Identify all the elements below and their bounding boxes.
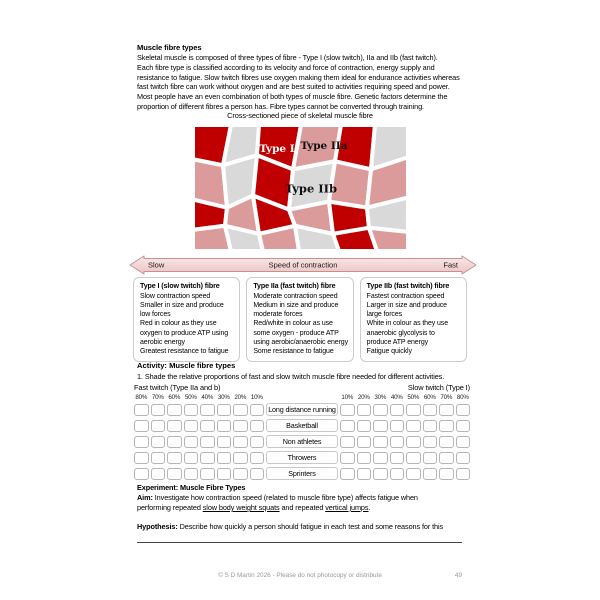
shade-cell[interactable]: [423, 436, 438, 448]
shade-cell[interactable]: [439, 436, 454, 448]
percent-label: 20%: [357, 394, 370, 401]
box-line: large forces: [366, 311, 403, 319]
intro-text-line: proportion of different fibres a person has. Fibre types cannot be converted through training.: [137, 101, 424, 111]
activity-row: [134, 451, 470, 464]
shade-cell[interactable]: [134, 436, 149, 448]
box-line: Larger in size and produce: [366, 301, 447, 309]
shade-cell[interactable]: [340, 468, 355, 480]
speed-of-contraction-label: Speed of contraction: [268, 260, 338, 270]
percent-label: 60%: [168, 394, 181, 401]
shade-cell[interactable]: [456, 468, 471, 480]
box-line: Greatest resistance to fatigue: [140, 348, 229, 356]
shade-cell[interactable]: [233, 404, 248, 416]
shade-cell[interactable]: [423, 468, 438, 480]
type-i-box: [133, 277, 240, 362]
shade-cell[interactable]: [200, 452, 215, 464]
box-line: White in colour as they use: [366, 320, 448, 328]
shade-cell[interactable]: [217, 436, 232, 448]
intro-text-line: Most people have an even combination of both types of muscle fibre. Genetic factors determine the: [137, 92, 448, 102]
shade-cell[interactable]: [167, 436, 182, 448]
shade-cell[interactable]: [151, 404, 166, 416]
shade-cell[interactable]: [423, 452, 438, 464]
shade-cell[interactable]: [373, 468, 388, 480]
shade-cell[interactable]: [250, 468, 265, 480]
percent-label: 80%: [456, 394, 469, 401]
shade-cell[interactable]: [184, 420, 199, 432]
shade-cell[interactable]: [151, 452, 166, 464]
percent-label: 70%: [440, 394, 453, 401]
slow-label: Slow: [148, 260, 165, 270]
shade-cell[interactable]: [456, 436, 471, 448]
shade-cell[interactable]: [423, 404, 438, 416]
shade-cell[interactable]: [390, 436, 405, 448]
aim-text: and repeated: [279, 503, 326, 512]
shade-cell[interactable]: [340, 436, 355, 448]
type-iib-label: Type IIb: [284, 181, 338, 196]
shade-cell[interactable]: [406, 420, 421, 432]
shade-cell[interactable]: [200, 404, 215, 416]
aim-line-1: [137, 493, 477, 503]
box-line: low forces: [140, 311, 171, 319]
shade-cell[interactable]: [217, 420, 232, 432]
shade-cell[interactable]: [373, 404, 388, 416]
percent-label: 30%: [374, 394, 387, 401]
speed-of-contraction-arrow: [128, 254, 478, 276]
box-line: Red in colour as they use: [140, 320, 217, 328]
shade-cell[interactable]: [357, 404, 372, 416]
shade-cell[interactable]: [250, 436, 265, 448]
shade-cell[interactable]: [167, 468, 182, 480]
hypothesis-label: Hypothesis:: [137, 522, 178, 531]
shade-cell[interactable]: [167, 452, 182, 464]
fast-twitch-label: Fast twitch (Type IIa and b): [134, 383, 221, 392]
shade-cell[interactable]: [340, 420, 355, 432]
hypothesis-line: [137, 522, 477, 532]
shade-cell[interactable]: [390, 420, 405, 432]
intro-text-line: Each fibre type is classified according to its velocity and force of contraction, energy supply and: [137, 62, 435, 72]
shade-cell[interactable]: [134, 468, 149, 480]
box-title: Type IIb (fast twitch) fibre: [366, 282, 450, 290]
shade-cell[interactable]: [456, 404, 471, 416]
shade-cell[interactable]: [340, 452, 355, 464]
aim-text: Investigate how contraction speed (related to muscle fibre type) affects fatigue when: [152, 493, 418, 502]
shade-cell[interactable]: [439, 420, 454, 432]
shade-cell[interactable]: [151, 420, 166, 432]
shade-cell[interactable]: [439, 468, 454, 480]
shade-cell[interactable]: [233, 420, 248, 432]
shade-cell[interactable]: [456, 452, 471, 464]
box-line: some oxygen - produce ATP: [253, 329, 339, 337]
shade-cell[interactable]: [151, 468, 166, 480]
percent-label: 80%: [135, 394, 148, 401]
box-line: moderate forces: [253, 311, 303, 319]
fast-label: Fast: [443, 260, 458, 270]
shade-cell[interactable]: [184, 404, 199, 416]
activity-row-label: Throwers: [266, 451, 338, 464]
shade-cell[interactable]: [456, 420, 471, 432]
page-number: 49: [454, 572, 462, 579]
box-line: Fatigue quickly: [366, 348, 412, 356]
fibre-type-boxes: [133, 277, 467, 362]
hypothesis-text: Describe how quickly a person should fatigue in each test and some reasons for this: [177, 522, 444, 531]
shade-cell[interactable]: [233, 436, 248, 448]
aim-underlined-jumps: vertical jumps: [325, 503, 369, 512]
percent-label: 70%: [151, 394, 164, 401]
box-line: Fastest contraction speed: [366, 292, 445, 300]
activity-row: [134, 435, 470, 448]
type-i-label: Type I: [259, 143, 295, 156]
aim-text: performing repeated: [137, 503, 203, 512]
shade-cell[interactable]: [200, 436, 215, 448]
shade-cell[interactable]: [184, 468, 199, 480]
shade-cell[interactable]: [423, 420, 438, 432]
box-line: Moderate contraction speed: [253, 292, 338, 300]
shade-cell[interactable]: [390, 452, 405, 464]
diagram-caption: Cross-sectioned piece of skeletal muscle fibre: [227, 111, 373, 120]
shade-cell[interactable]: [357, 468, 372, 480]
box-line: anaerobic glycolysis to: [366, 329, 435, 337]
answer-writing-line: [137, 542, 462, 543]
shade-cell[interactable]: [167, 404, 182, 416]
shade-cell[interactable]: [134, 452, 149, 464]
box-line: Slow contraction speed: [140, 292, 211, 300]
percent-label: 60%: [423, 394, 436, 401]
page-title: Muscle fibre types: [137, 43, 202, 52]
percent-label: 50%: [184, 394, 197, 401]
shade-cell[interactable]: [250, 404, 265, 416]
shade-cell[interactable]: [357, 436, 372, 448]
shade-cell[interactable]: [373, 452, 388, 464]
activity-heading: Activity: Muscle fibre types: [137, 361, 236, 370]
shade-cell[interactable]: [233, 452, 248, 464]
muscle-fibre-diagram: [193, 125, 408, 251]
shade-cell[interactable]: [134, 404, 149, 416]
box-line: Smaller in size and produce: [140, 301, 224, 309]
intro-text-line: Skeletal muscle is composed of three types of fibre - Type I (slow twitch), IIa and IIb (fast twitch).: [137, 53, 438, 62]
type-iia-box: [246, 277, 353, 362]
percent-label: 30%: [217, 394, 230, 401]
intro-section: [137, 43, 477, 112]
aim-line-2: [137, 503, 477, 513]
box-line: Medium in size and produce: [253, 301, 339, 309]
shade-cell[interactable]: [217, 404, 232, 416]
percent-label: 20%: [234, 394, 247, 401]
shade-cell[interactable]: [250, 420, 265, 432]
shade-cell[interactable]: [200, 468, 215, 480]
experiment-heading: Experiment: Muscle Fibre Types: [137, 483, 246, 492]
shade-cell[interactable]: [390, 468, 405, 480]
activity-row: [134, 419, 470, 432]
shade-cell[interactable]: [373, 420, 388, 432]
shade-cell[interactable]: [200, 420, 215, 432]
type-iia-label: Type IIa: [300, 140, 348, 153]
aim-text: .: [368, 503, 371, 512]
box-line: Red/white in colour as use: [253, 320, 333, 328]
aim-underlined-squats: slow body weight squats: [202, 503, 280, 512]
shade-cell[interactable]: [357, 452, 372, 464]
shade-cell[interactable]: [406, 452, 421, 464]
shade-cell[interactable]: [406, 404, 421, 416]
box-line: using aerobic/anaerobic energy: [253, 338, 349, 346]
footer-copyright: © S D Martin 2026 - Please do not photocopy or distribute: [218, 572, 382, 579]
shading-grid: [134, 394, 470, 483]
experiment-section: [137, 483, 477, 532]
activity-row-label: Basketball: [266, 419, 338, 432]
shade-cell[interactable]: [184, 436, 199, 448]
percent-label: 50%: [407, 394, 420, 401]
percent-header-row: [134, 394, 470, 401]
box-line: produce ATP energy: [366, 338, 429, 346]
activity-row-label: Long distance running: [266, 403, 338, 416]
box-title: Type I (slow twitch) fibre: [140, 282, 220, 290]
slow-twitch-label: Slow twitch (Type I): [407, 383, 470, 392]
percent-label: 10%: [341, 394, 354, 401]
shade-cell[interactable]: [233, 468, 248, 480]
activity-row-label: Non athletes: [266, 435, 338, 448]
shade-cell[interactable]: [250, 452, 265, 464]
intro-text-line: fast twitch fibre can work without oxygen and are best suited to activities requiring speed and power.: [137, 82, 450, 92]
box-line: Some resistance to fatigue: [253, 348, 334, 356]
box-title: Type IIa (fast twitch) fibre: [253, 282, 336, 290]
percent-label: 40%: [390, 394, 403, 401]
activity-instruction: 1. Shade the relative proportions of fast and slow twitch muscle fibre needed for different activities.: [137, 372, 445, 381]
shade-cell[interactable]: [184, 452, 199, 464]
type-iib-box: [360, 277, 467, 362]
shade-cell[interactable]: [439, 452, 454, 464]
shade-cell[interactable]: [357, 420, 372, 432]
shade-cell[interactable]: [373, 436, 388, 448]
shade-cell[interactable]: [406, 468, 421, 480]
shade-cell[interactable]: [406, 436, 421, 448]
shade-cell[interactable]: [340, 404, 355, 416]
shade-cell[interactable]: [217, 468, 232, 480]
shade-cell[interactable]: [217, 452, 232, 464]
percent-label: 40%: [201, 394, 214, 401]
aim-label: Aim:: [137, 493, 153, 502]
shade-cell[interactable]: [151, 436, 166, 448]
percent-label: 10%: [250, 394, 263, 401]
activity-row: [134, 403, 470, 416]
activity-row-label: Sprinters: [266, 467, 338, 480]
box-line: aerobic energy: [140, 338, 185, 346]
shade-cell[interactable]: [134, 420, 149, 432]
shade-cell[interactable]: [439, 404, 454, 416]
twitch-axis-labels: [134, 383, 470, 392]
intro-text-line: resistance to fatigue. Slow twitch fibres use oxygen making them ideal for endurance activities whereas: [137, 72, 460, 82]
shade-cell[interactable]: [167, 420, 182, 432]
activity-row: [134, 467, 470, 480]
shade-cell[interactable]: [390, 404, 405, 416]
box-line: oxygen to produce ATP using: [140, 329, 229, 337]
